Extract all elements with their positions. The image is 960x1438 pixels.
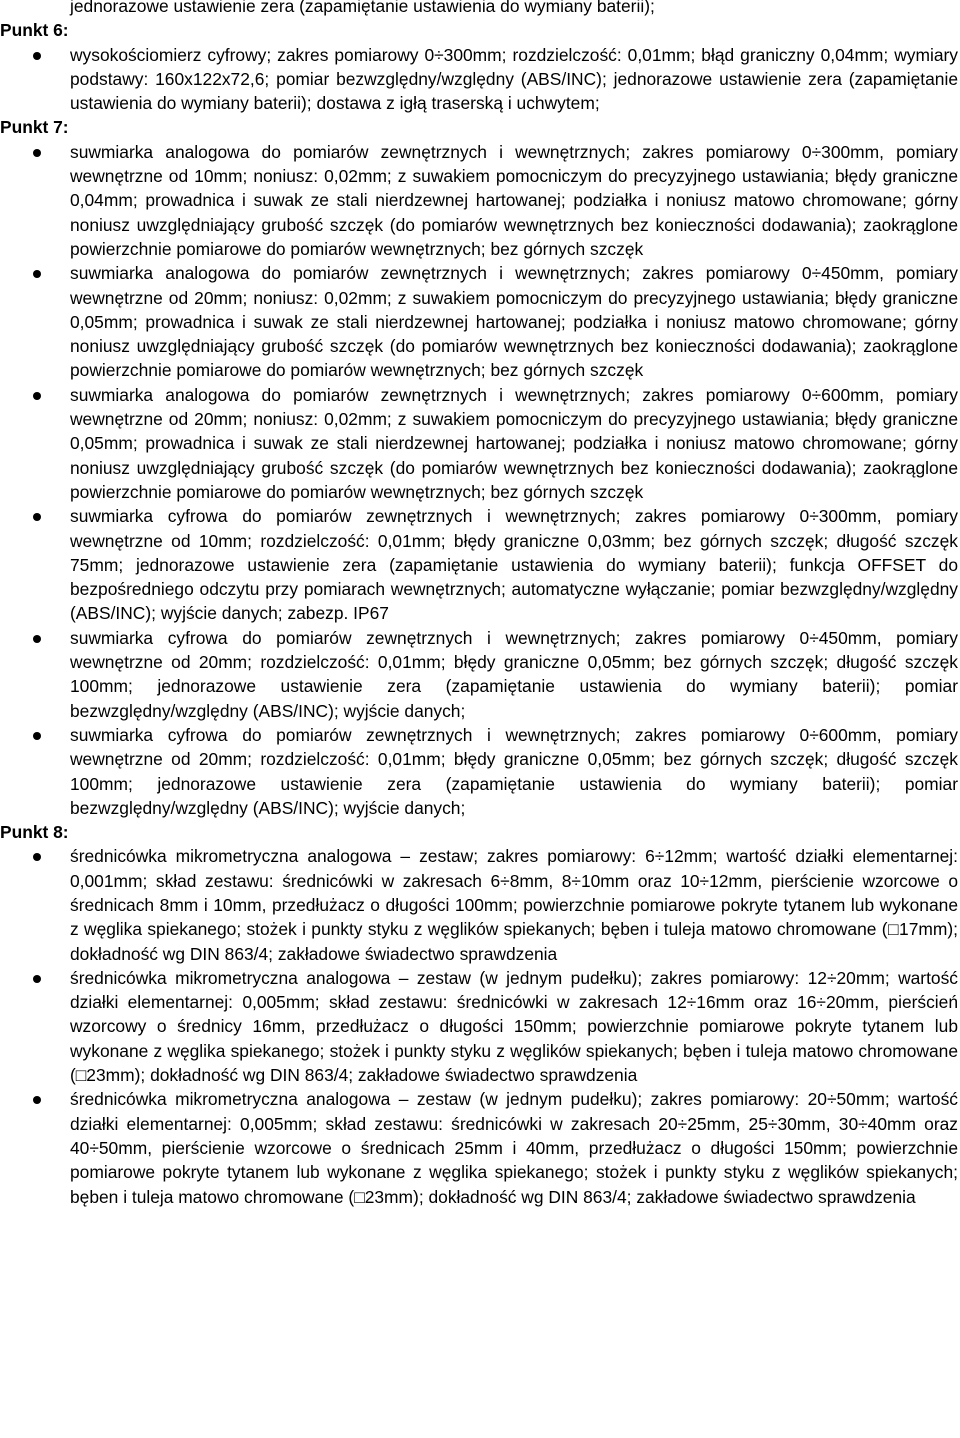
list-item — [0, 626, 960, 723]
list-item — [0, 43, 960, 116]
list-item-text: suwmiarka cyfrowa do pomiarów zewnętrznych i wewnętrznych; zakres pomiarowy 0÷300mm, pomiary wewnętrzne od 10mm; rozdzielczość: 0,01mm; błędy graniczne 0,03mm; bez górnych szczęk; długość szczęk 75mm; jednorazowe ustawienie zera (zapamiętanie ustawienia do wymiany baterii); funkcja OFFSET do bezpośredniego odczytu przy pomiarach wewnętrznych; automatyczne wyłączanie; pomiar bezwzględny/względny (ABS/INC); wyjście danych; zabezp. IP67 — [70, 506, 958, 624]
bullet-list — [0, 844, 960, 1208]
list-item-text: suwmiarka analogowa do pomiarów zewnętrznych i wewnętrznych; zakres pomiarowy 0÷300mm, pomiary wewnętrzne od 10mm; noniusz: 0,02mm; z suwakiem pomocniczym do precyzyjnego ustawiania; błędy graniczne 0,04mm; prowadnica i suwak ze stali nierdzewnej hartowanej; podziałka i noniusz matowo chromowane; górny noniusz uwzględniający grubość szczęk (do pomiarów wewnętrznych bez konieczności dodawania); zaokrąglone powierzchnie pomiarowe do pomiarów wewnętrznych; bez górnych szczęk — [70, 141, 958, 259]
section-heading: Punkt 7: — [0, 117, 69, 138]
intro-line: jednorazowe ustawienie zera (zapamiętanie ustawienia do wymiany baterii); — [70, 0, 655, 16]
list-item-text: suwmiarka cyfrowa do pomiarów zewnętrznych i wewnętrznych; zakres pomiarowy 0÷600mm, pomiary wewnętrzne od 20mm; rozdzielczość: 0,01mm; błędy graniczne 0,05mm; bez górnych szczęk; długość szczęk 100mm; jednorazowe ustawienie zera (zapamiętanie ustawienia do wymiany baterii); pomiar bezwzględny/względny (ABS/INC); wyjście danych; — [70, 724, 958, 818]
list-item-text: wysokościomierz cyfrowy; zakres pomiarowy 0÷300mm; rozdzielczość: 0,01mm; błąd graniczny 0,04mm; wymiary podstawy: 160x122x72,6; pomiar bezwzględny/względny (ABS/INC); jednorazowe ustawienie zera (zapamiętanie ustawienia do wymiany baterii); dostawa z igłą traserską i uchwytem; — [70, 44, 958, 114]
bullet-icon — [33, 975, 41, 983]
list-item-text: średnicówka mikrometryczna analogowa – zestaw; zakres pomiarowy: 6÷12mm; wartość działki elementarnej: 0,001mm; skład zestawu: średnicówki w zakresach 6÷8mm, 8÷10mm oraz 10÷12mm, pierścienie wzorcowe o średnicach 8mm i 10mm, przedłużacz o długości 100mm; powierzchnie pomiarowe pokryte tytanem lub wykonane z węglika spiekanego; stożek i punkty styku z węglików spiekanych; bęben i tuleja matowo chromowane (□17mm); dokładność wg DIN 863/4; zakładowe świadectwo sprawdzenia — [70, 846, 958, 964]
list-item — [0, 261, 960, 382]
list-item-text: suwmiarka cyfrowa do pomiarów zewnętrznych i wewnętrznych; zakres pomiarowy 0÷450mm, pomiary wewnętrzne od 20mm; rozdzielczość: 0,01mm; błędy graniczne 0,05mm; bez górnych szczęk; długość szczęk 100mm; jednorazowe ustawienie zera (zapamiętanie ustawienia do wymiany baterii); pomiar bezwzględny/względny (ABS/INC); wyjście danych; — [70, 627, 958, 721]
bullet-icon — [33, 1096, 41, 1104]
bullet-icon — [33, 52, 41, 60]
list-item — [0, 140, 960, 261]
bullet-list — [0, 43, 960, 116]
bullet-list — [0, 140, 960, 820]
list-item — [0, 723, 960, 820]
list-item-text: suwmiarka analogowa do pomiarów zewnętrznych i wewnętrznych; zakres pomiarowy 0÷450mm, pomiary wewnętrzne od 20mm; noniusz: 0,02mm; z suwakiem pomocniczym do precyzyjnego ustawiania; błędy graniczne 0,05mm; prowadnica i suwak ze stali nierdzewnej hartowanej; podziałka i noniusz matowo chromowane; górny noniusz uwzględniający grubość szczęk (do pomiarów wewnętrznych bez konieczności dodawania); zaokrąglone powierzchnie pomiarowe do pomiarów wewnętrznych; bez górnych szczęk — [70, 263, 958, 381]
list-item — [0, 1087, 960, 1208]
section-punkt-7 — [0, 115, 960, 820]
section-punkt-8 — [0, 820, 960, 1209]
bullet-icon — [33, 513, 41, 521]
bullet-icon — [33, 732, 41, 740]
bullet-icon — [33, 392, 41, 400]
section-punkt-6 — [0, 18, 960, 115]
list-item — [0, 383, 960, 504]
bullet-icon — [33, 853, 41, 861]
list-item — [0, 966, 960, 1087]
list-item — [0, 504, 960, 625]
bullet-icon — [33, 635, 41, 643]
bullet-icon — [33, 270, 41, 278]
bullet-icon — [33, 149, 41, 157]
list-item-text: średnicówka mikrometryczna analogowa – zestaw (w jednym pudełku); zakres pomiarowy: 20÷50mm; wartość działki elementarnej: 0,005mm; skład zestawu: średnicówki w zakresach 20÷25mm, 25÷30mm, 30÷40mm oraz 40÷50mm, pierścienie wzorcowe o średnicach 25mm i 40mm, przedłużacz o długości 150mm; powierzchnie pomiarowe pokryte tytanem lub wykonane z węglika spiekanego; stożek i punkty styku z węglików spiekanych; bęben i tuleja matowo chromowane (□23mm); dokładność wg DIN 863/4; zakładowe świadectwo sprawdzenia — [70, 1089, 958, 1207]
list-item — [0, 844, 960, 965]
list-item-text: suwmiarka analogowa do pomiarów zewnętrznych i wewnętrznych; zakres pomiarowy 0÷600mm, pomiary wewnętrzne od 20mm; noniusz: 0,02mm; z suwakiem pomocniczym do precyzyjnego ustawiania; błędy graniczne 0,05mm; prowadnica i suwak ze stali nierdzewnej hartowanej; podziałka i noniusz matowo chromowane; górny noniusz uwzględniający grubość szczęk (do pomiarów wewnętrznych bez konieczności dodawania); zaokrąglone powierzchnie pomiarowe do pomiarów wewnętrznych; bez górnych szczęk — [70, 384, 958, 502]
list-item-text: średnicówka mikrometryczna analogowa – zestaw (w jednym pudełku); zakres pomiarowy: 12÷20mm; wartość działki elementarnej: 0,005mm; skład zestawu: średnicówki w zakresach 12÷16mm oraz 16÷20mm, pierścień wzorcowy o średnicy 16mm, przedłużacz o długości 150mm; powierzchnie pomiarowe pokryte tytanem lub wykonane z węglika spiekanego; stożek i punkty styku z węglików spiekanych; bęben i tuleja matowo chromowane (□23mm); dokładność wg DIN 863/4; zakładowe świadectwo sprawdzenia — [70, 967, 958, 1086]
section-heading: Punkt 8: — [0, 822, 69, 843]
section-heading: Punkt 6: — [0, 20, 69, 41]
